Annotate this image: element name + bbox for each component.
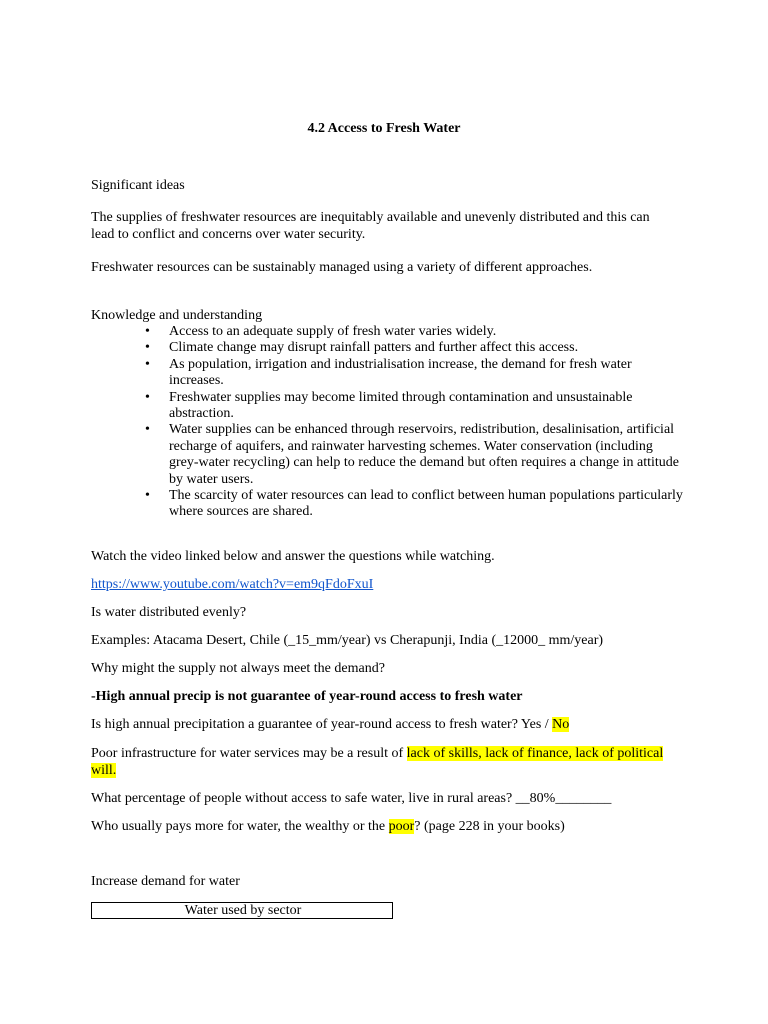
- knowledge-heading: Knowledge and understanding: [91, 308, 263, 323]
- table-header: Water used by sector: [184, 903, 302, 918]
- question-supply: Why might the supply not always meet the demand?: [91, 661, 385, 676]
- bullet-text: The scarcity of water resources can lead to conflict between human populations particularly where sources are shared.: [169, 488, 683, 520]
- infrastructure-sentence: [91, 745, 671, 779]
- list-item: [145, 422, 685, 488]
- significant-ideas-heading: Significant ideas: [91, 178, 185, 193]
- increase-demand-heading: Increase demand for water: [91, 874, 240, 889]
- list-item: [145, 357, 685, 390]
- bullet-text: Freshwater supplies may become limited through contamination and unsustainable abstraction.: [169, 389, 633, 422]
- bullet-icon: •: [145, 488, 150, 504]
- bullet-text: Climate change may disrupt rainfall patters and further affect this access.: [169, 340, 579, 356]
- bullet-text: Access to an adequate supply of fresh water varies widely.: [169, 324, 497, 339]
- significant-paragraph-2: Freshwater resources can be sustainably managed using a variety of different approaches.: [91, 260, 593, 275]
- question-pays: [91, 819, 565, 835]
- bullet-text: As population, irrigation and industrialisation increase, the demand for fresh water increases.: [169, 356, 632, 389]
- bullet-icon: •: [145, 340, 150, 356]
- question-percentage: What percentage of people without access to safe water, live in rural areas? __80%________: [91, 791, 612, 806]
- answer-supply: -High annual precip is not guarantee of year-round access to fresh water: [91, 689, 523, 704]
- question-guarantee: [91, 717, 569, 733]
- bullet-text: Water supplies can be enhanced through reservoirs, redistribution, desalinisation, artificial recharge of aquifers, and rainwater harvesting schemes. Water conservation (including grey-water recycling) can help to reduce the demand but often requires a change in attitude by water users.: [169, 422, 679, 487]
- question-pays-suffix: ? (page 228 in your books): [414, 819, 565, 834]
- list-item: [145, 340, 685, 356]
- bullet-icon: •: [145, 324, 150, 339]
- question-guarantee-text: Is high annual precipitation a guarantee of year-round access to fresh water? Yes /: [91, 717, 553, 732]
- bullet-icon: •: [145, 389, 150, 405]
- highlighted-answer: lack of skills, lack of finance, lack of political will.: [91, 746, 664, 778]
- infrastructure-text: Poor infrastructure for water services may be a result of: [91, 746, 407, 761]
- video-link[interactable]: https://www.youtube.com/watch?v=em9qFdoFxuI: [91, 577, 374, 592]
- highlighted-answer: No: [552, 717, 570, 732]
- list-item: [145, 488, 685, 521]
- list-item: [145, 324, 685, 340]
- page-title: 4.2 Access to Fresh Water: [307, 121, 461, 136]
- list-item: [145, 390, 685, 423]
- question-pays-text: Who usually pays more for water, the wealthy or the: [91, 819, 389, 834]
- knowledge-bullet-list: [145, 324, 685, 521]
- bullet-icon: •: [145, 422, 150, 438]
- question-distributed: Is water distributed evenly?: [91, 605, 247, 620]
- examples-line: Examples: Atacama Desert, Chile (_15_mm/year) vs Cherapunji, India (_12000_ mm/year): [91, 633, 604, 648]
- significant-paragraph-1: The supplies of freshwater resources are inequitably available and unevenly distributed and this can lead to conflict and concerns over water security.: [91, 210, 650, 242]
- sector-table: [91, 902, 393, 919]
- bullet-icon: •: [145, 356, 150, 372]
- highlighted-answer: poor: [388, 819, 415, 834]
- video-instruction: Watch the video linked below and answer the questions while watching.: [91, 549, 495, 564]
